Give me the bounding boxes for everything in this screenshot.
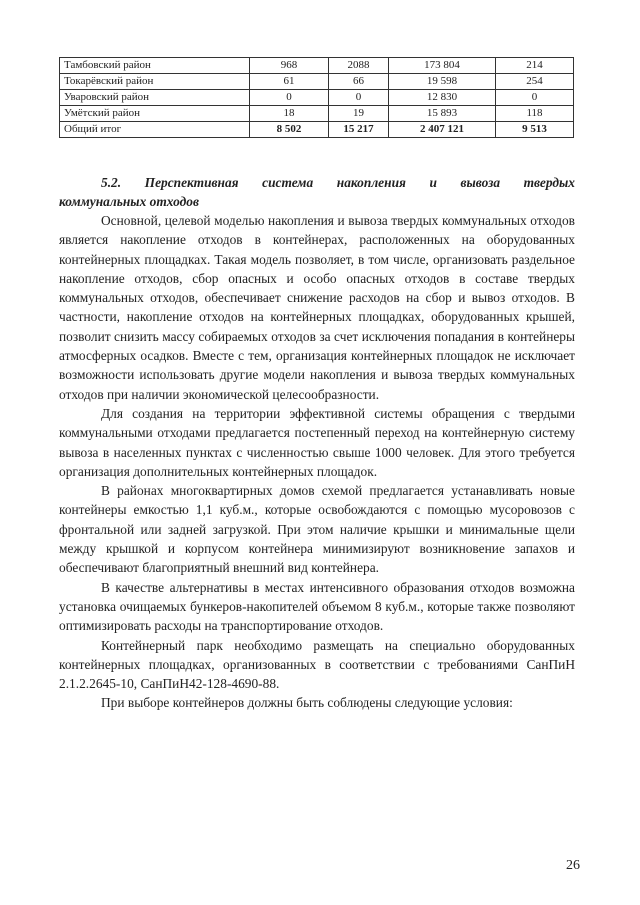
heading-word: 5.2. [101, 175, 122, 190]
table-cell: 19 [329, 106, 389, 122]
table-cell: 12 830 [389, 90, 496, 106]
table-row [60, 74, 574, 90]
heading-word: твердых [523, 175, 575, 190]
table-cell-district: Тамбовский район [60, 58, 250, 74]
table-cell: 15 893 [389, 106, 496, 122]
paragraph: Основной, целевой моделью накопления и вывоза твердых коммунальных отходов является накопление отходов в контейнерах, расположенных на оборудованных контейнерных площадках. Такая модель позволяет, в том числе, организовать раздельное накопление отходов, сбор опасных и особо опасных отходов в составе твердых коммунальных отходов, обеспечивает снижение расходов на сбор и вывоз отходов. В частности, накопление отходов на контейнерных площадках, оборудованных крышей, позволит снизить массу собираемых отходов за счет исключения попадания в контейнеры атмосферных осадков. Вместе с тем, организация контейнерных площадок не исключает возможности использовать другие модели накопления и вывоза твердых коммунальных отходов при наличии экономической целесообразности. [59, 213, 575, 402]
page-number: 26 [566, 858, 580, 873]
table-cell: 0 [329, 90, 389, 106]
heading-word: Перспективная [144, 175, 239, 190]
waste-table [59, 57, 574, 138]
table-cell: 18 [250, 106, 329, 122]
table-row [60, 90, 574, 106]
table-cell: 118 [496, 106, 574, 122]
heading-word: вывоза [460, 175, 501, 190]
table-cell-total: 15 217 [329, 122, 389, 138]
section-heading [59, 173, 575, 211]
table-cell: 0 [496, 90, 574, 106]
heading-word: система [262, 175, 314, 190]
heading-word: накопления [336, 175, 406, 190]
table-cell: 19 598 [389, 74, 496, 90]
table-cell: 214 [496, 58, 574, 74]
paragraph: При выборе контейнеров должны быть соблюдены следующие условия: [101, 695, 513, 711]
table-row [60, 106, 574, 122]
table-cell-total: 8 502 [250, 122, 329, 138]
table-cell: 254 [496, 74, 574, 90]
table-cell-district: Уваровский район [60, 90, 250, 106]
table-cell: 66 [329, 74, 389, 90]
table-cell: 0 [250, 90, 329, 106]
paragraph: Для создания на территории эффективной системы обращения с твердыми коммунальными отходами предлагается постепенный переход на контейнерную систему вывоза в населенных пунктах с численностью свыше 1000 человек. Для этого требуется организация дополнительных контейнерных площадок. [59, 405, 575, 479]
table-cell-total: 2 407 121 [389, 122, 496, 138]
body-text [59, 211, 575, 713]
table-cell: 968 [250, 58, 329, 74]
table-cell: 2088 [329, 58, 389, 74]
table-cell-total-label: Общий итог [60, 122, 250, 138]
table-row [60, 58, 574, 74]
table-total-row [60, 122, 574, 138]
section-heading-line-2: коммунальных отходов [59, 194, 199, 209]
section-heading-line-1 [59, 173, 575, 192]
table-cell-district: Токарёвский район [60, 74, 250, 90]
table-cell-district: Умётский район [60, 106, 250, 122]
table-cell: 61 [250, 74, 329, 90]
paragraph: В качестве альтернативы в местах интенсивного образования отходов возможна установка очищаемых бункеров-накопителей объемом 8 куб.м., которые также позволяют оптимизировать расходы на транспортирование отходов. [59, 579, 575, 634]
paragraph: Контейнерный парк необходимо размещать на специально оборудованных контейнерных площадках, организованных в соответствии с требованиями СанПиН 2.1.2.2645-10, СанПиН42-128-4690-88. [59, 637, 575, 692]
table-cell-total: 9 513 [496, 122, 574, 138]
paragraph: В районах многоквартирных домов схемой предлагается устанавливать новые контейнеры емкостью 1,1 куб.м., которые освобождаются с помощью мусоровозов с фронтальной или задней загрузкой. При этом наличие крышки и минимальные щели между крышкой и корпусом контейнера минимизируют возникновение запахов и обеспечивают благоприятный внешний вид контейнера. [59, 483, 575, 576]
table-cell: 173 804 [389, 58, 496, 74]
heading-word: и [429, 175, 437, 190]
